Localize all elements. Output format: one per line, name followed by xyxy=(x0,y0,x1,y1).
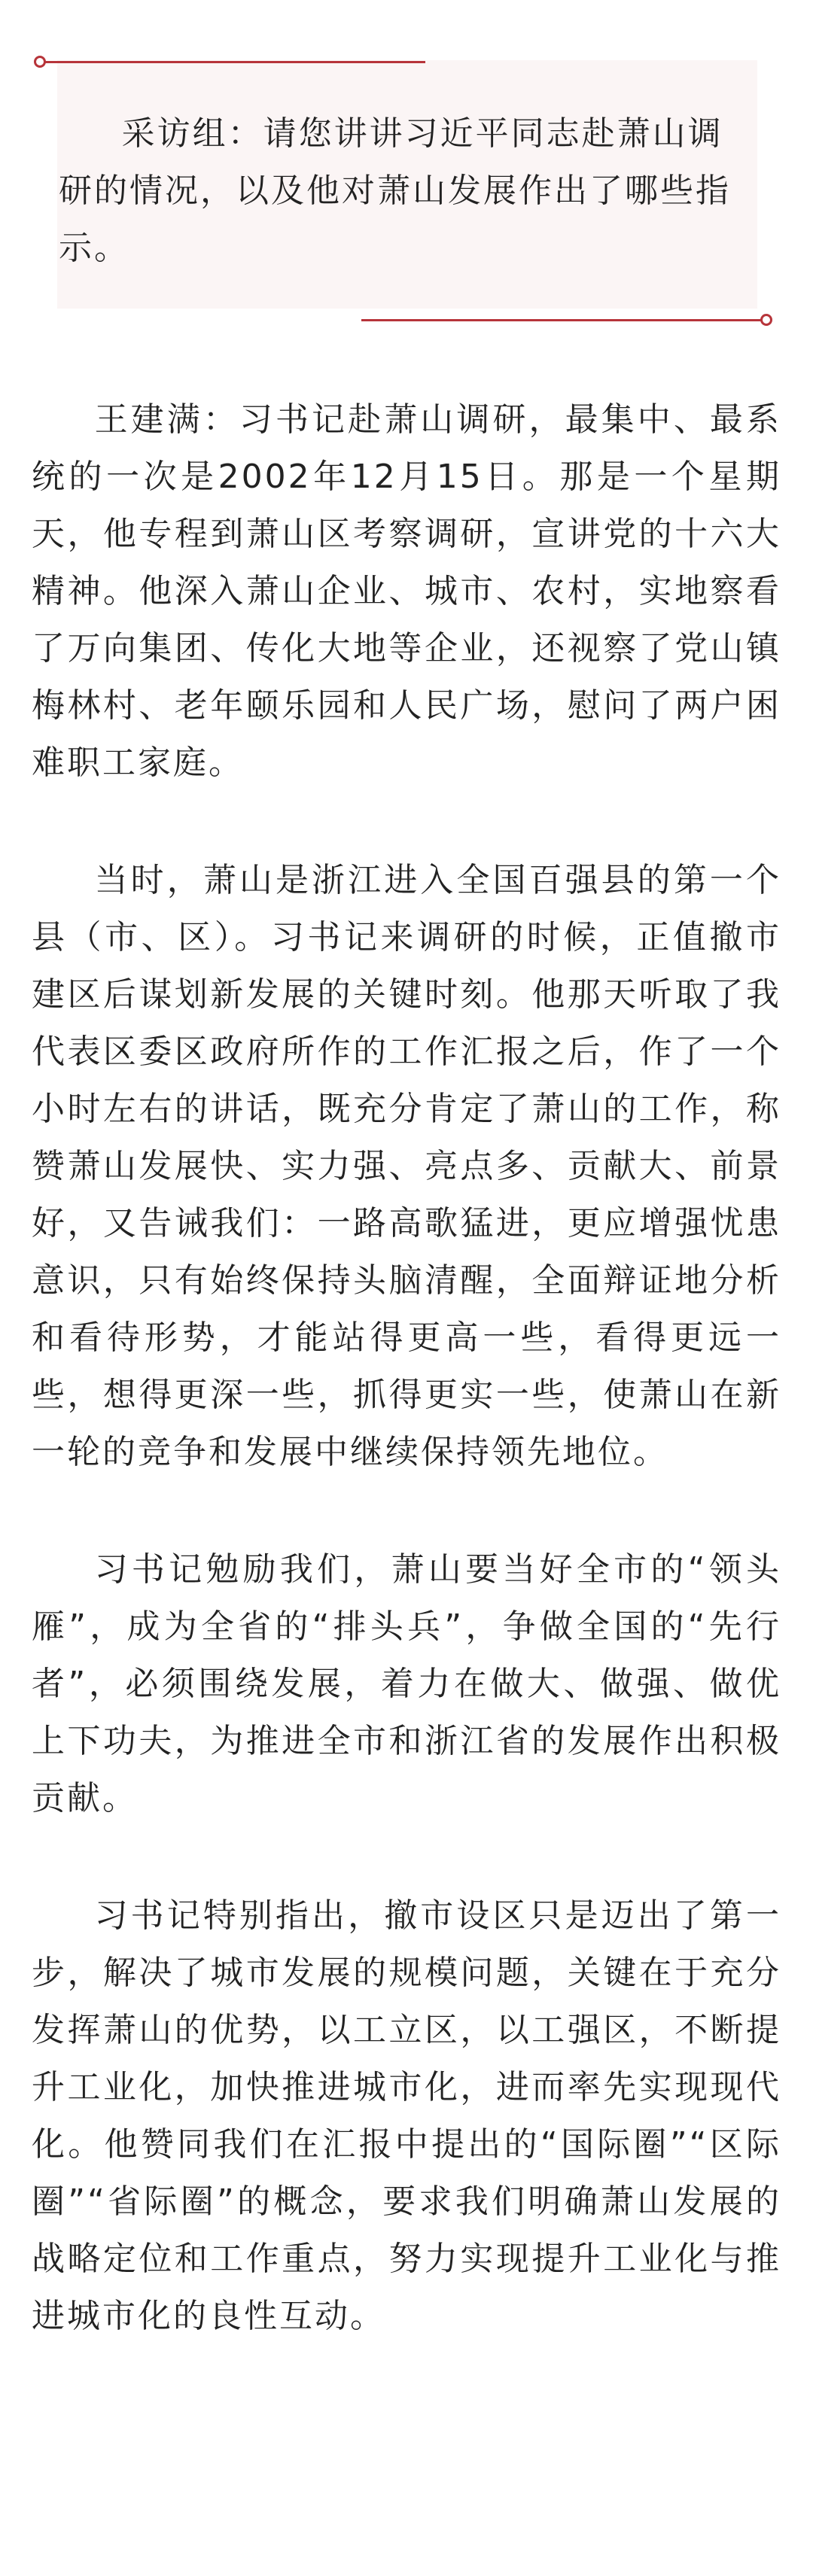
article-body xyxy=(32,391,781,2405)
answer-paragraph: 王建满：习书记赴萧山调研，最集中、最系统的一次是2002年12月15日。那是一个星期天，他专程到萧山区考察调研，宣讲党的十六大精神。他深入萧山企业、城市、农村，实地察看了万向集团、传化大地等企业，还视察了党山镇梅林村、老年颐乐园和人民广场，慰问了两户困难职工家庭。 xyxy=(32,400,781,782)
decorative-line-bottom xyxy=(361,319,764,321)
answer-paragraph: 习书记特别指出，撤市设区只是迈出了第一步，解决了城市发展的规模问题，关键在于充分发挥萧山的优势，以工立区，以工强区，不断提升工业化，加快推进城市化，进而率先实现现代化。他赞同我们在汇报中提出的“国际圈”“区际圈”“省际圈”的概念，要求我们明确萧山发展的战略定位和工作重点，努力实现提升工业化与推进城市化的良性互动。 xyxy=(32,1896,781,2335)
circle-icon xyxy=(34,56,46,68)
decorative-line-top xyxy=(41,61,425,63)
answer-paragraph: 习书记勉励我们，萧山要当好全市的“领头雁”，成为全省的“排头兵”，争做全国的“先行者”，必须围绕发展，着力在做大、做强、做优上下功夫，为推进全市和浙江省的发展作出积极贡献。 xyxy=(32,1550,781,1817)
interview-question: 采访组：请您讲讲习近平同志赴萧山调研的情况，以及他对萧山发展作出了哪些指示。 xyxy=(59,114,731,267)
answer-paragraph: 当时，萧山是浙江进入全国百强县的第一个县（市、区）。习书记来调研的时候，正值撤市建区后谋划新发展的关键时刻。他那天听取了我代表区委区政府所作的工作汇报之后，作了一个小时左右的讲话，既充分肯定了萧山的工作，称赞萧山发展快、实力强、亮点多、贡献大、前景好，又告诫我们：一路高歌猛进，更应增强忧患意识，只有始终保持头脑清醒，全面辩证地分析和看待形势，才能站得更高一些，看得更远一些，想得更深一些，抓得更实一些，使萧山在新一轮的竞争和发展中继续保持领先地位。 xyxy=(32,861,781,1471)
circle-icon xyxy=(760,314,772,326)
